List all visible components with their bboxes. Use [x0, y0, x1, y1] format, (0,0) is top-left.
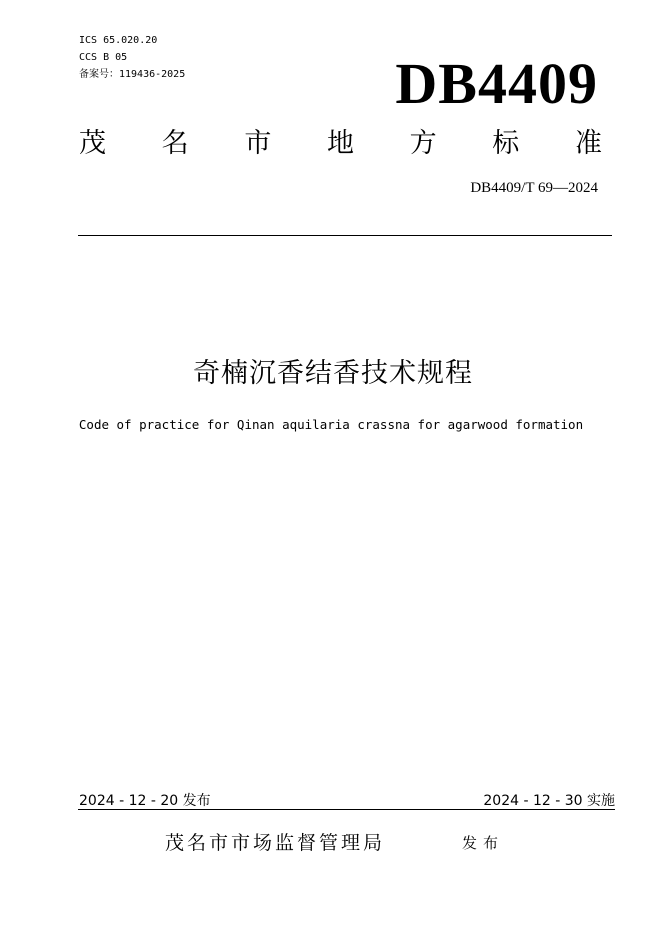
standard-type-char: 准: [574, 128, 602, 159]
standard-type-heading: [79, 127, 602, 161]
issue-label: 发布: [462, 834, 505, 852]
issue-date: 2024 - 12 - 20 发布: [79, 793, 211, 809]
footer-divider: [78, 809, 615, 810]
issuing-authority: 茂名市市场监督管理局: [165, 832, 386, 854]
standard-type-char: 地: [326, 128, 354, 159]
standard-type-char: 方: [409, 128, 437, 159]
standard-number: DB4409/T 69—2024: [470, 180, 598, 196]
implementation-date: 2024 - 12 - 30 实施: [483, 793, 615, 809]
header-divider: [78, 235, 612, 236]
ics-code: ICS 65.020.20: [79, 35, 158, 46]
standard-type-char: 市: [244, 128, 272, 159]
db-code-logo: DB4409: [395, 51, 598, 116]
ccs-code: CCS B 05: [79, 52, 128, 63]
standard-type-char: 名: [161, 128, 189, 159]
filing-number: 备案号：119436-2025: [79, 69, 186, 80]
standard-type-char: 茂: [79, 128, 106, 159]
standard-type-char: 标: [492, 128, 520, 159]
document-title-english: Code of practice for Qinan aquilaria crassna for agarwood formation: [78, 417, 584, 432]
document-title: 奇楠沉香结香技术规程: [193, 358, 473, 389]
